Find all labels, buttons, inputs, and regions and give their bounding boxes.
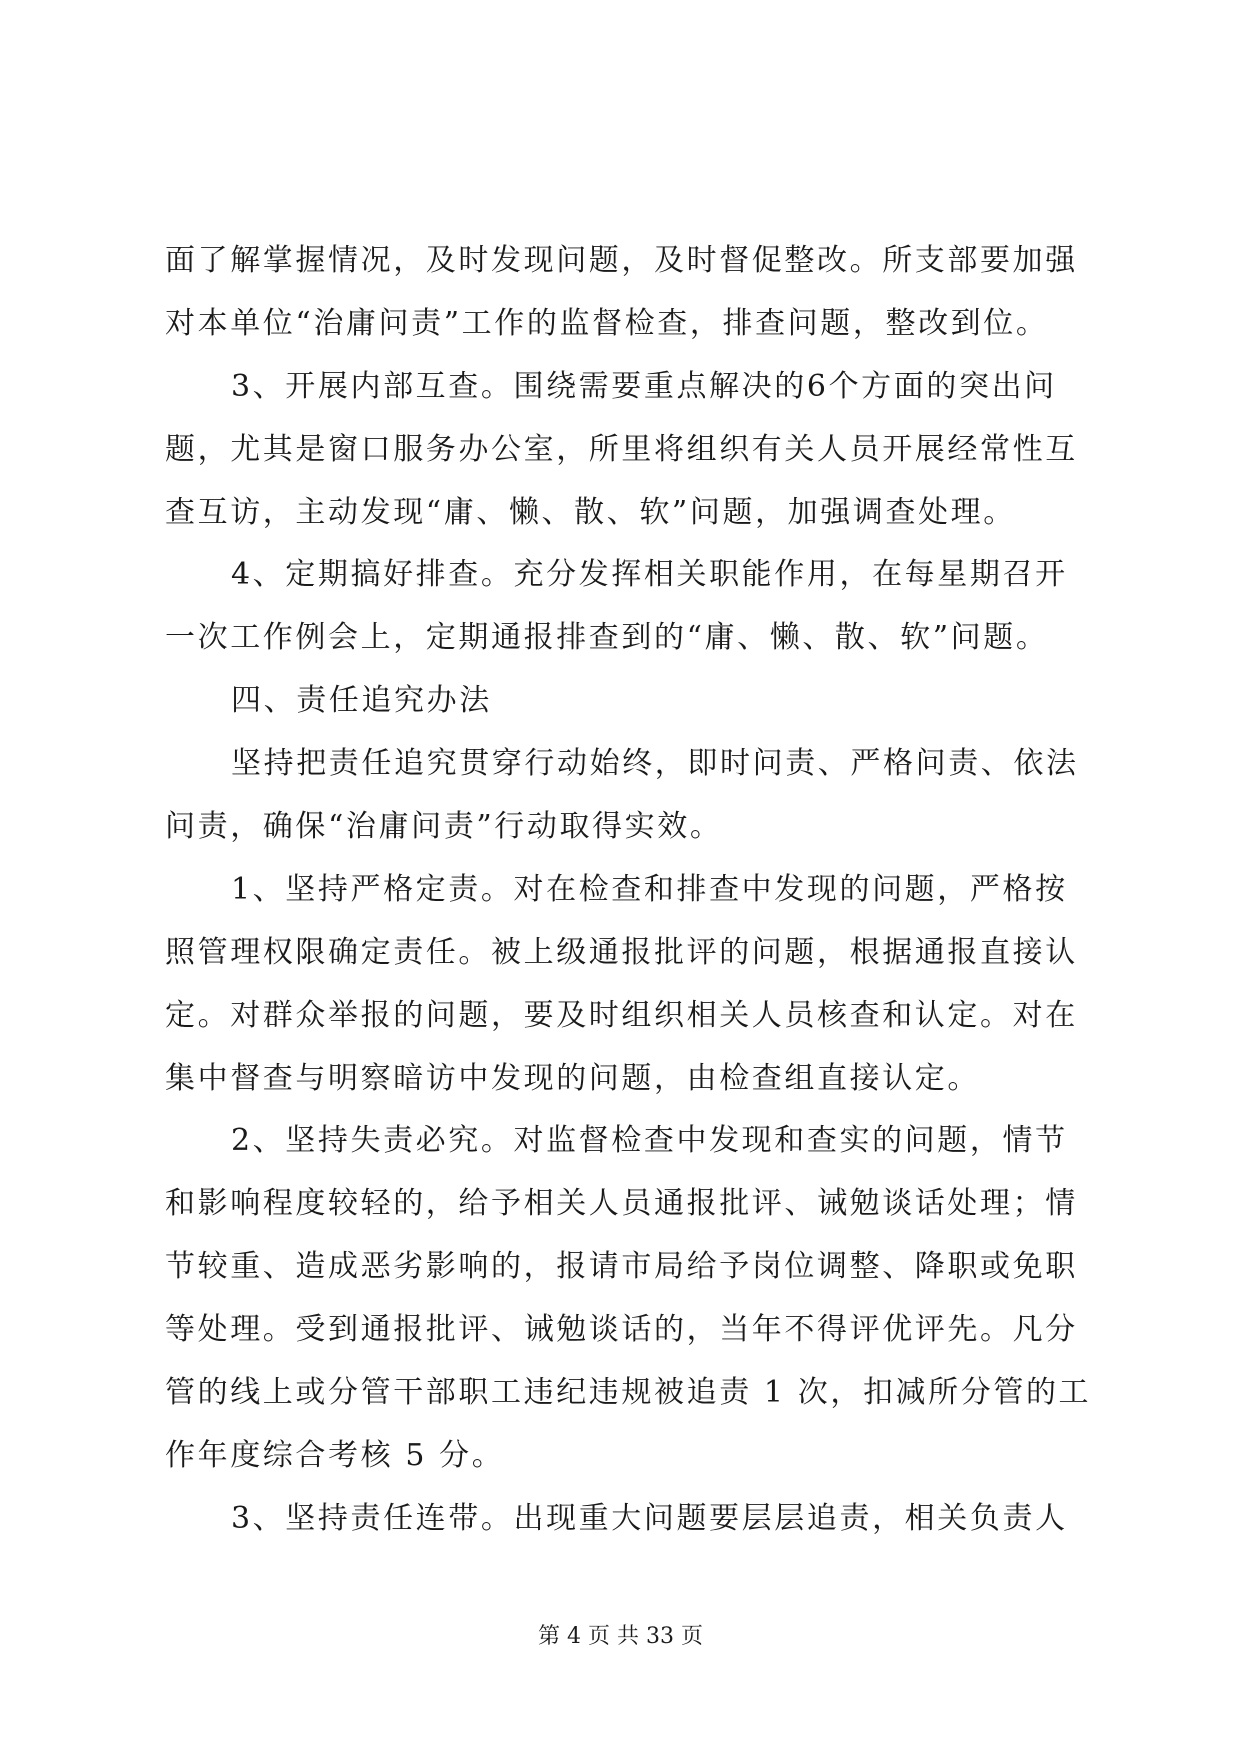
- text-line: 照管理权限确定责任。被上级通报批评的问题，根据通报直接认: [165, 934, 1078, 970]
- text-line: 4、定期搞好排查。充分发挥相关职能作用，在每星期召开: [231, 557, 1068, 593]
- text-line: 2、坚持失责必究。对监督检查中发现和查实的问题，情节: [231, 1123, 1068, 1159]
- text-line: 查互访，主动发现“庸、懒、散、软”问题，加强调查处理。: [165, 494, 1016, 530]
- text-line: 问责，确保“治庸问责”行动取得实效。: [165, 809, 723, 845]
- text-line: 坚持把责任追究贯穿行动始终，即时问责、严格问责、依法: [231, 746, 1079, 782]
- text-line: 一次工作例会上，定期通报排查到的“庸、懒、散、软”问题。: [165, 620, 1049, 656]
- text-line: 对本单位“治庸问责”工作的监督检查，排查问题，整改到位。: [165, 305, 1049, 341]
- document-body: [165, 230, 1092, 1551]
- text-line: 集中督查与明察暗访中发现的问题，由检查组直接认定。: [165, 1060, 980, 1096]
- text-line: 3、坚持责任连带。出现重大问题要层层追责，相关负责人: [231, 1500, 1068, 1536]
- text-line: 题，尤其是窗口服务办公室，所里将组织有关人员开展经常性互: [165, 431, 1078, 467]
- text-line: 节较重、造成恶劣影响的，报请市局给予岗位调整、降职或免职: [165, 1249, 1078, 1285]
- text-line: 四、责任追究办法: [231, 683, 492, 719]
- text-line: 和影响程度较轻的，给予相关人员通报批评、诫勉谈话处理；情: [165, 1186, 1078, 1222]
- text-line: 作年度综合考核 5 分。: [165, 1437, 505, 1473]
- text-line: 定。对群众举报的问题，要及时组织相关人员核查和认定。对在: [165, 997, 1078, 1033]
- text-line: 等处理。受到通报批评、诫勉谈话的，当年不得评优评先。凡分: [165, 1312, 1078, 1348]
- page-footer: 第 4 页 共 33 页: [538, 1624, 703, 1649]
- text-line: 管的线上或分管干部职工违纪违规被追责 1 次，扣减所分管的工: [165, 1375, 1092, 1411]
- text-line: 3、开展内部互查。围绕需要重点解决的6个方面的突出问: [231, 368, 1057, 404]
- text-line: 面了解掌握情况，及时发现问题，及时督促整改。所支部要加强: [165, 243, 1078, 278]
- text-line: 1、坚持严格定责。对在检查和排查中发现的问题，严格按: [231, 871, 1068, 907]
